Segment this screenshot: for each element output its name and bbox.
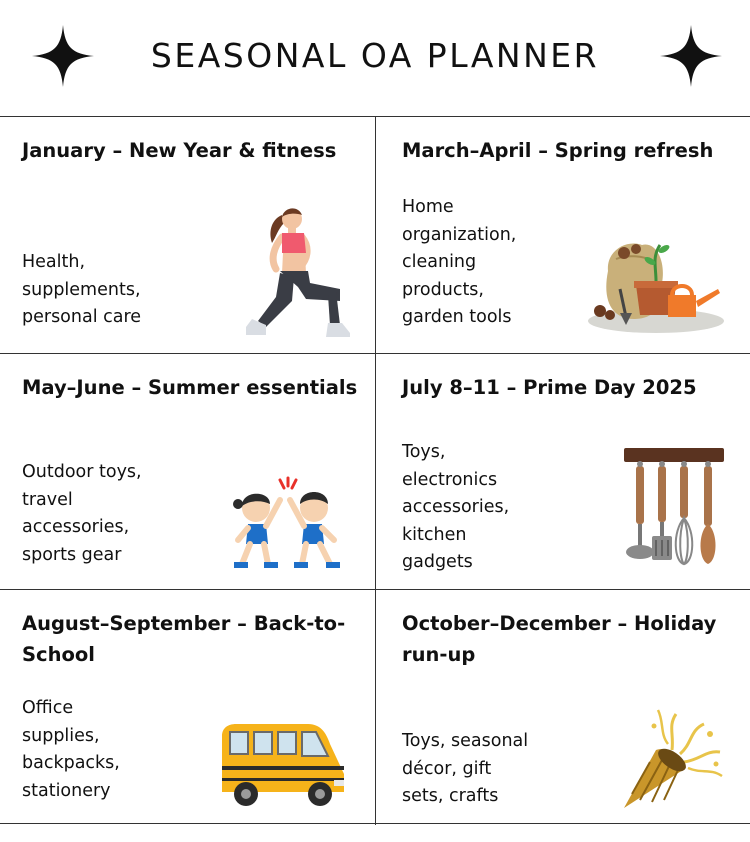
season-card-january: [0, 117, 375, 353]
season-card-august-september: [0, 589, 375, 825]
kids-high-five-icon: [222, 474, 352, 574]
season-title: March–April – Spring refresh: [402, 139, 714, 162]
season-card-march-april: [375, 117, 750, 353]
season-card-may-june: [0, 353, 375, 589]
kitchen-utensils-rack-icon: [620, 446, 730, 570]
season-description: Outdoor toys, travel accessories, sports gear: [22, 462, 142, 565]
season-title: October–December – Holiday run-up: [402, 612, 717, 666]
woman-lunge-fitness-icon: [236, 203, 356, 339]
season-title: May–June – Summer essentials: [22, 376, 358, 399]
season-title: January – New Year & fitness: [22, 139, 337, 162]
sparkle-icon: [660, 25, 722, 87]
page-title: SEASONAL OA PLANNER: [150, 36, 600, 75]
gardening-tools-icon: [586, 231, 726, 337]
season-description: Office supplies, backpacks, stationery: [22, 698, 120, 801]
season-card-july: [375, 353, 750, 589]
season-description: Home organization, cleaning products, garden tools: [402, 197, 517, 327]
season-grid: [0, 116, 750, 824]
school-bus-icon: [216, 722, 350, 810]
season-title: August–September – Back-to-School: [22, 612, 346, 666]
season-description: Health, supplements, personal care: [22, 252, 142, 327]
season-title: July 8–11 – Prime Day 2025: [402, 376, 697, 399]
party-popper-icon: [620, 704, 726, 814]
season-card-october-december: [375, 589, 750, 825]
season-description: Toys, electronics accessories, kitchen gadgets: [402, 442, 510, 572]
season-description: Toys, seasonal décor, gift sets, crafts: [402, 731, 529, 806]
planner-header: [0, 0, 750, 117]
